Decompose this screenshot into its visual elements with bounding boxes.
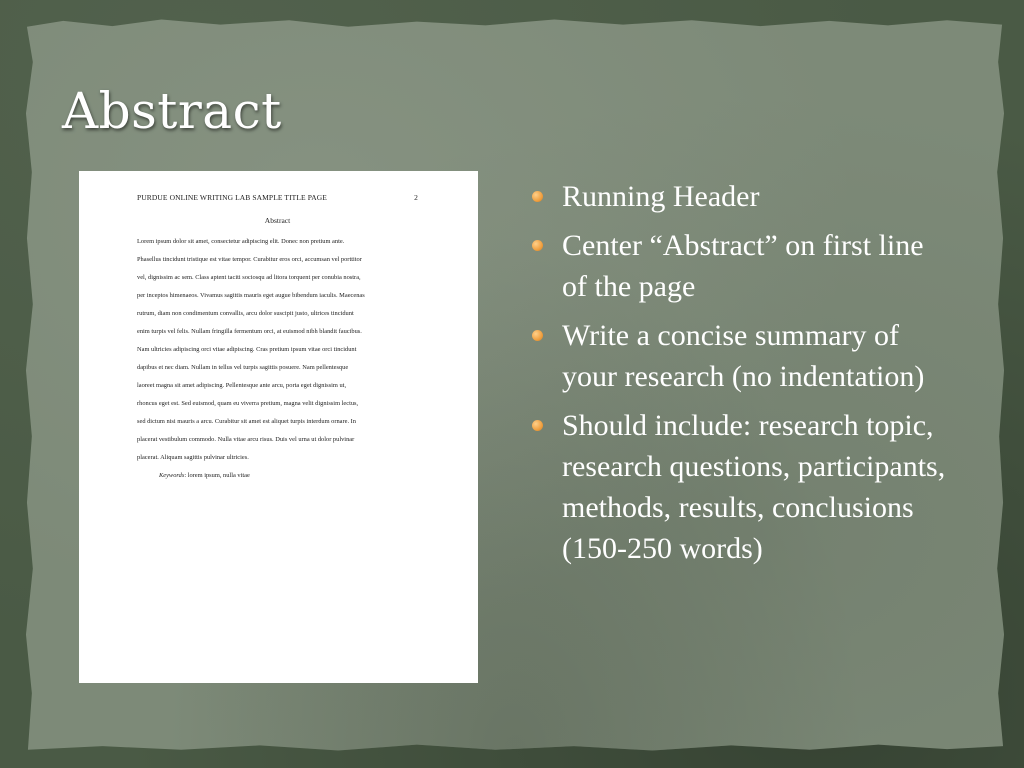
abstract-line: Lorem ipsum dolor sit amet, consectetur adipiscing elit. Donec non pretium ante. [137, 238, 345, 245]
abstract-line: enim turpis vel felis. Nullam fringilla fermentum orci, at euismod nibh blandit faucibus. [137, 328, 362, 335]
slide-title: Abstract [62, 82, 282, 140]
abstract-line: placerat. Aliquam sagittis pulvinar ultricies. [137, 454, 249, 461]
running-header [137, 193, 418, 202]
keywords-text: : lorem ipsum, nulla vitae [184, 472, 250, 479]
abstract-body [137, 233, 418, 467]
abstract-line: sed dictum nisi mauris a arcu. Curabitur sit amet est aliquet turpis interdum ornare. In [137, 418, 357, 425]
bullet-dot-icon [532, 330, 543, 341]
abstract-line: rutrum, diam non condimentum convallis, arcu dolor suscipit justo, ultrices tincidunt [137, 310, 354, 317]
sample-abstract-page [79, 171, 478, 683]
abstract-line: placerat vestibulum commodo. Nulla vitae arcu risus. Duis vel urna ut dolor pulvinar [137, 436, 355, 443]
bullet-item [532, 225, 952, 307]
bullet-dot-icon [532, 191, 543, 202]
abstract-line: rhoncus eget est. Sed euismod, quam eu viverra pretium, magna velit dignissim lectus, [137, 400, 359, 407]
bullet-dot-icon [532, 240, 543, 251]
abstract-line: per inceptos himenaeos. Vivamus sagittis mauris eget augue bibendum iaculis. Maecenas [137, 292, 365, 299]
abstract-heading: Abstract [264, 216, 291, 225]
bullet-text: Center “Abstract” on first line of the page [562, 229, 924, 303]
bullet-item [532, 176, 952, 217]
bullet-item [532, 315, 952, 397]
keywords-line [137, 467, 418, 485]
bullet-text: Write a concise summary of your research (no indentation) [562, 319, 925, 393]
abstract-line: vel, dignissim ac sem. Class aptent taciti sociosqu ad litora torquent per conubia nostra, [137, 274, 361, 281]
bullet-text: Should include: research topic, research questions, participants, methods, results, conclusions (150-250 words) [562, 409, 946, 565]
bullet-item [532, 405, 952, 569]
bullet-text: Running Header [562, 180, 760, 213]
page-number: 2 [414, 193, 418, 202]
abstract-line: Nam ultricies adipiscing orci vitae adipiscing. Cras pretium ipsum vitae orci tincidunt [137, 346, 357, 353]
keywords-label: Keywords [159, 472, 185, 479]
bullet-dot-icon [532, 420, 543, 431]
bullet-list [532, 176, 952, 577]
abstract-line: Phasellus tincidunt tristique est vitae tempor. Curabitur eros orci, accumsan vel porttitor [137, 256, 362, 263]
abstract-line: dapibus et nec diam. Nullam in tellus vel turpis sagittis posuere. Nam pellentesque [137, 364, 349, 371]
running-header-text: PURDUE ONLINE WRITING LAB SAMPLE TITLE PAGE [137, 193, 327, 202]
abstract-line: laoreet magna sit amet adipiscing. Pellentesque ante arcu, porta eget dignissim ut, [137, 382, 347, 389]
